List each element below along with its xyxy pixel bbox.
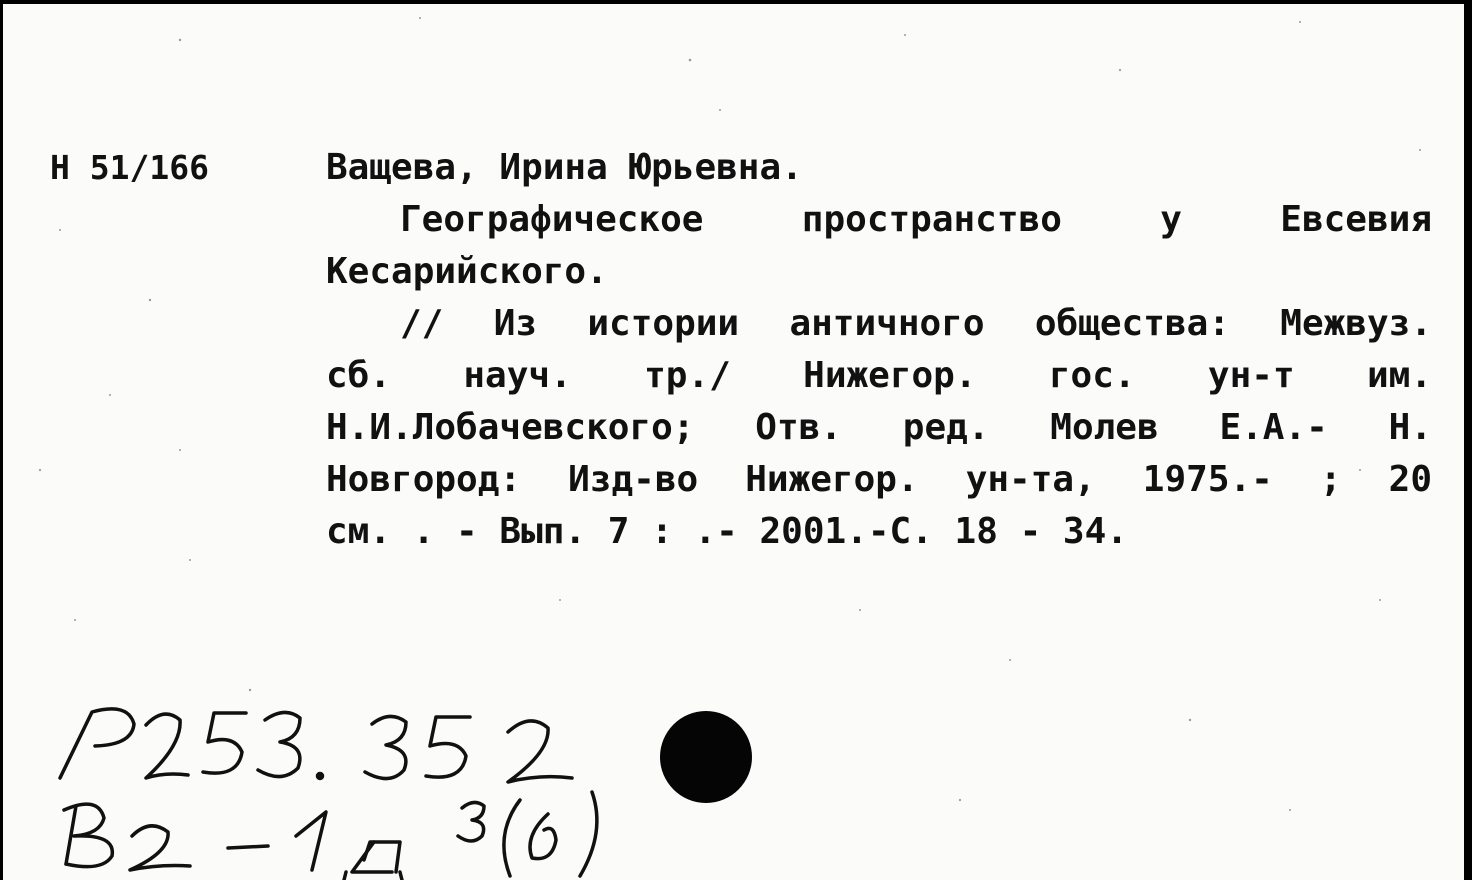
card-punch-hole (660, 711, 752, 803)
source-line-5: см. . - Вып. 7 : .- 2001.-С. 18 - 34. (326, 511, 1128, 552)
source-line-2: сб. науч. тр./ Нижегор. гос. ун-т им. (326, 355, 1432, 396)
handwritten-strokes (60, 709, 597, 880)
source-line-1: // Из истории античного общества: Межвуз. (400, 303, 1432, 344)
title-line-1: Географическое пространство у Евсевия (400, 199, 1432, 240)
call-number: Н 51/166 (50, 148, 209, 187)
title-line-2: Кесарийского. (326, 251, 608, 292)
source-line-4: Новгород: Изд-во Нижегор. ун-та, 1975.- ; 20 (326, 459, 1432, 500)
source-line-3: Н.И.Лобачевского; Отв. ред. Молев Е.А.- Н. (326, 407, 1432, 448)
author-line: Ващева, Ирина Юрьевна. (326, 147, 803, 188)
